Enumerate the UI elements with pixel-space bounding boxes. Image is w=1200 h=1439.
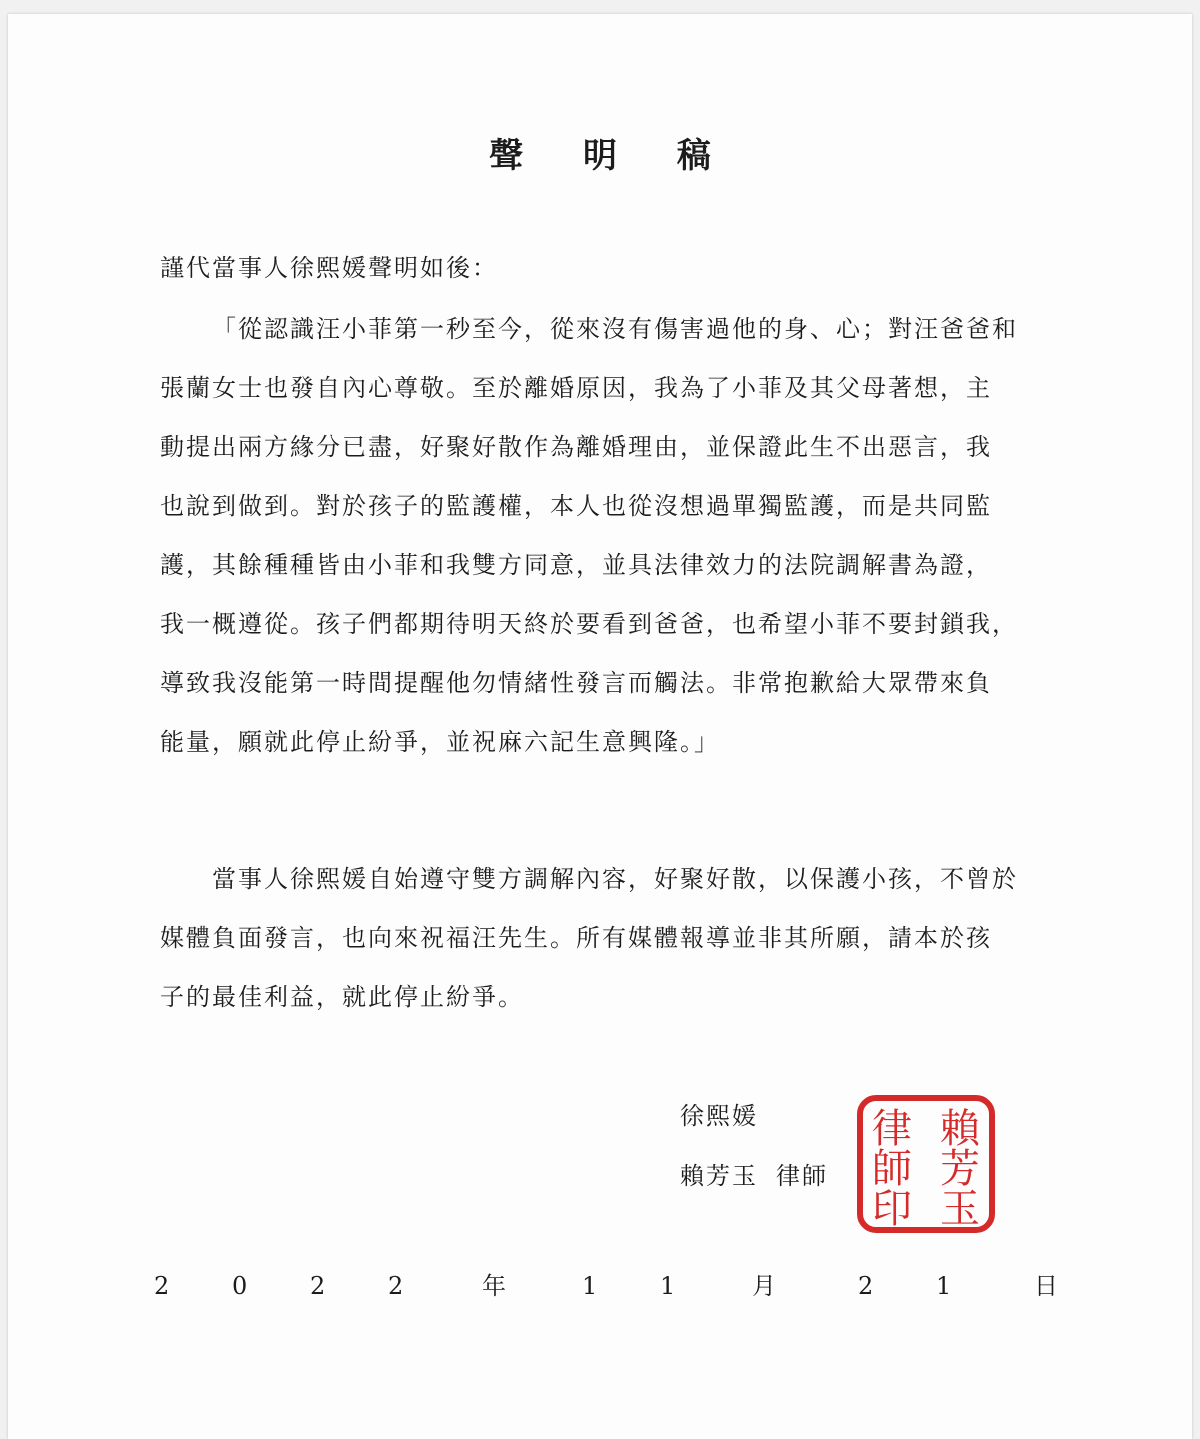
intro-line: 謹代當事人徐熙媛聲明如後：	[160, 254, 498, 282]
paragraph-line: 導致我沒能第一時間提醒他勿情緒性發言而觸法。非常抱歉給大眾帶來負	[160, 669, 992, 697]
date-character: 1	[660, 1272, 676, 1300]
date-character: 0	[232, 1272, 248, 1300]
date-character: 2	[858, 1272, 874, 1300]
date-character: 月	[752, 1272, 776, 1300]
seal-character: 師	[872, 1146, 912, 1192]
signer-name: 徐熙媛	[680, 1102, 758, 1130]
paragraph-line: 護，其餘種種皆由小菲和我雙方同意，並具法律效力的法院調解書為證，	[160, 551, 992, 579]
lawyer-seal-stamp	[856, 1094, 996, 1234]
paragraph-line: 「從認識汪小菲第一秒至今，從來沒有傷害過他的身、心；對汪爸爸和	[212, 315, 1018, 343]
statement-page	[8, 14, 1192, 1439]
seal-character: 賴	[940, 1106, 980, 1152]
paragraph-line: 動提出兩方緣分已盡，好聚好散作為離婚理由，並保證此生不出惡言，我	[160, 433, 992, 461]
paragraph-line: 能量，願就此停止紛爭，並祝麻六記生意興隆。」	[160, 728, 720, 756]
lawyer-name: 賴芳玉	[680, 1162, 758, 1190]
seal-character: 玉	[940, 1186, 980, 1232]
paragraph-line: 也說到做到。對於孩子的監護權，本人也從沒想過單獨監護，而是共同監	[160, 492, 992, 520]
paragraph-line: 我一概遵從。孩子們都期待明天終於要看到爸爸，也希望小菲不要封鎖我，	[160, 610, 1018, 638]
paragraph-line: 張蘭女士也發自內心尊敬。至於離婚原因，我為了小菲及其父母著想，主	[160, 374, 992, 402]
seal-character: 律	[872, 1106, 912, 1152]
date-character: 2	[154, 1272, 170, 1300]
statement-paragraph	[160, 300, 1060, 772]
seal-character: 印	[872, 1186, 912, 1232]
paragraph-line: 當事人徐熙媛自始遵守雙方調解內容，好聚好散，以保護小孩，不曾於	[212, 865, 1018, 893]
date-character: 2	[310, 1272, 326, 1300]
paragraph-line: 媒體負面發言，也向來祝福汪先生。所有媒體報導並非其所願，請本於孩	[160, 924, 992, 952]
date-character: 1	[936, 1272, 952, 1300]
paragraph-line: 子的最佳利益，就此停止紛爭。	[160, 983, 524, 1011]
lawyer-title: 律師	[776, 1162, 828, 1190]
lawyer-signature-line	[680, 1156, 828, 1196]
date-character: 日	[1034, 1272, 1058, 1300]
date-character: 1	[582, 1272, 598, 1300]
lawyer-statement-paragraph	[160, 850, 1060, 1027]
date-character: 2	[388, 1272, 404, 1300]
seal-character: 芳	[940, 1146, 980, 1192]
date-character: 年	[482, 1272, 506, 1300]
document-title: 聲 明 稿	[489, 136, 735, 176]
